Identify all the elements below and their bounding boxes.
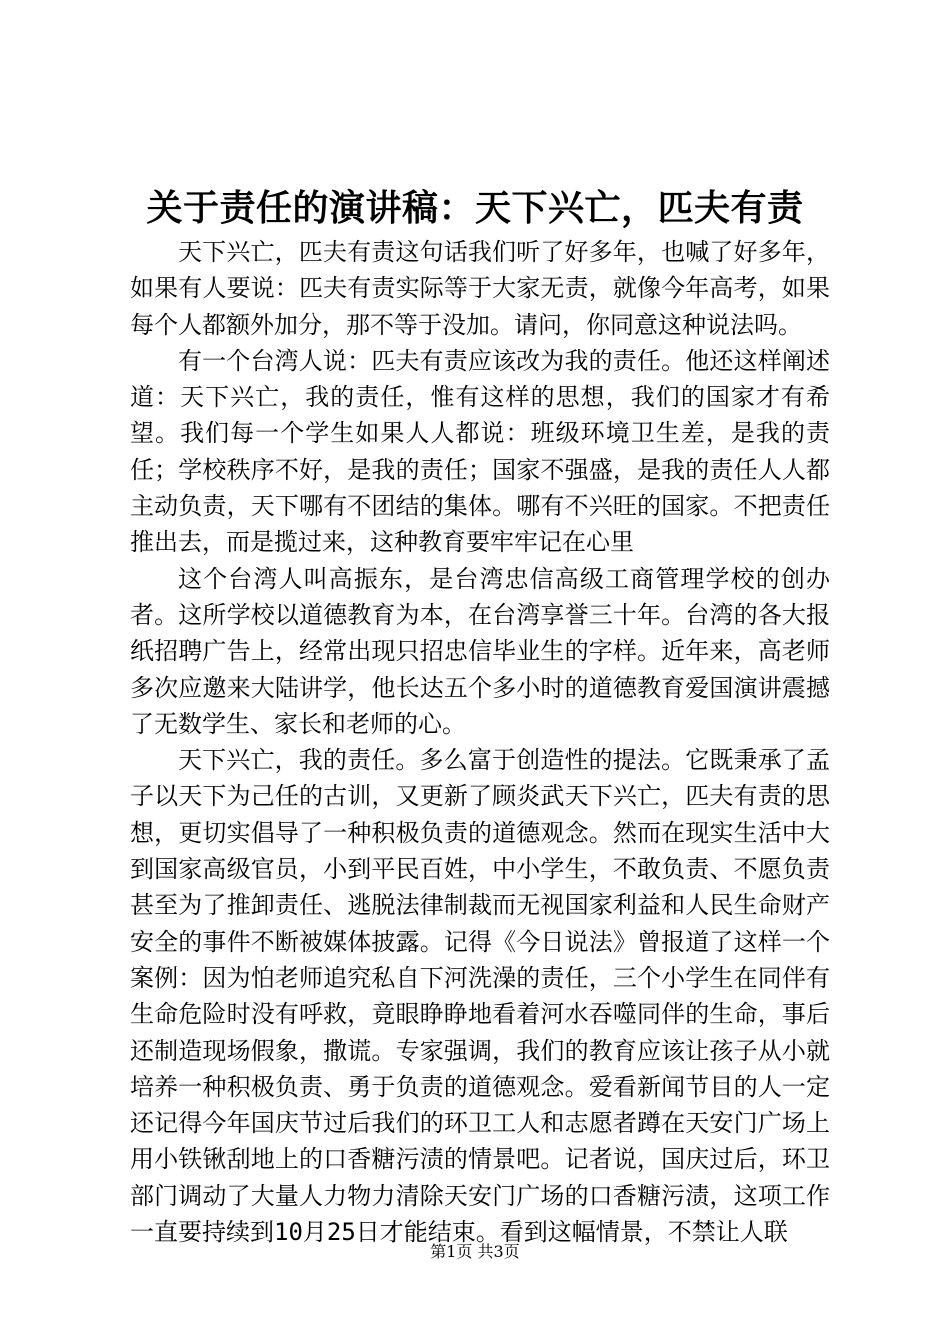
paragraph-3: 这个台湾人叫高振东，是台湾忠信高级工商管理学校的创办者。这所学校以道德教育为本，在台湾享誉三十年。台湾的各大报纸招聘广告上，经常出现只招忠信毕业生的字样。近年来，高老师多次应邀来大陆讲学，他长达五个多小时的道德教育爱国演讲震撼了无数学生、家长和老师的心。: [130, 564, 830, 738]
paragraph-4: 天下兴亡，我的责任。多么富于创造性的提法。它既秉承了孟子以天下为己任的古训，又更新了顾炎武天下兴亡，匹夫有责的思想，更切实倡导了一种积极负责的道德观念。然而在现实生活中大到国家高级官员，小到平民百姓，中小学生，不敢负责、不愿负责甚至为了推卸责任、逃脱法律制裁而无视国家利益和人民生命财产安全的事件不断被媒体披露。记得《今日说法》曾报道了这样一个案例：因为怕老师追究私自下河洗澡的责任，三个小学生在同伴有生命危险时没有呼救，竟眼睁睁地看着河水吞噬同伴的生命，事后还制造现场假象，撒谎。专家强调，我们的教育应该让孩子从小就培养一种积极负责、勇于负责的道德观念。爱看新闻节目的人一定还记得今年国庆节过后我们的环卫工人和志愿者蹲在天安门广场上用小铁锹刮地上的口香糖污渍的情景吧。记者说，国庆过后，环卫部门调动了大量人力物力清除天安门广场的口香糖污渍，这项工作一直要持续到10月25日才能结束。看到这幅情景，不禁让人联: [130, 746, 830, 1247]
paragraph-1: 天下兴亡，匹夫有责这句话我们听了好多年，也喊了好多年，如果有人要说：匹夫有责实际等于大家无责，就像今年高考，如果每个人都额外加分，那不等于没加。请问，你同意这种说法吗。: [130, 238, 830, 339]
page-number-footer: 第1页 共3页: [430, 1242, 520, 1261]
document-body: [130, 234, 830, 1250]
document-title: 关于责任的演讲稿：天下兴亡，匹夫有责: [146, 187, 804, 229]
paragraph-2: 有一个台湾人说：匹夫有责应该改为我的责任。他还这样阐述道：天下兴亡，我的责任，惟有这样的思想，我们的国家才有希望。我们每一个学生如果人人都说：班级环境卫生差，是我的责任；学校秩序不好，是我的责任；国家不强盛，是我的责任人人都主动负责，天下哪有不团结的集体。哪有不兴旺的国家。不把责任推出去，而是揽过来，这种教育要牢牢记在心里: [130, 346, 830, 557]
